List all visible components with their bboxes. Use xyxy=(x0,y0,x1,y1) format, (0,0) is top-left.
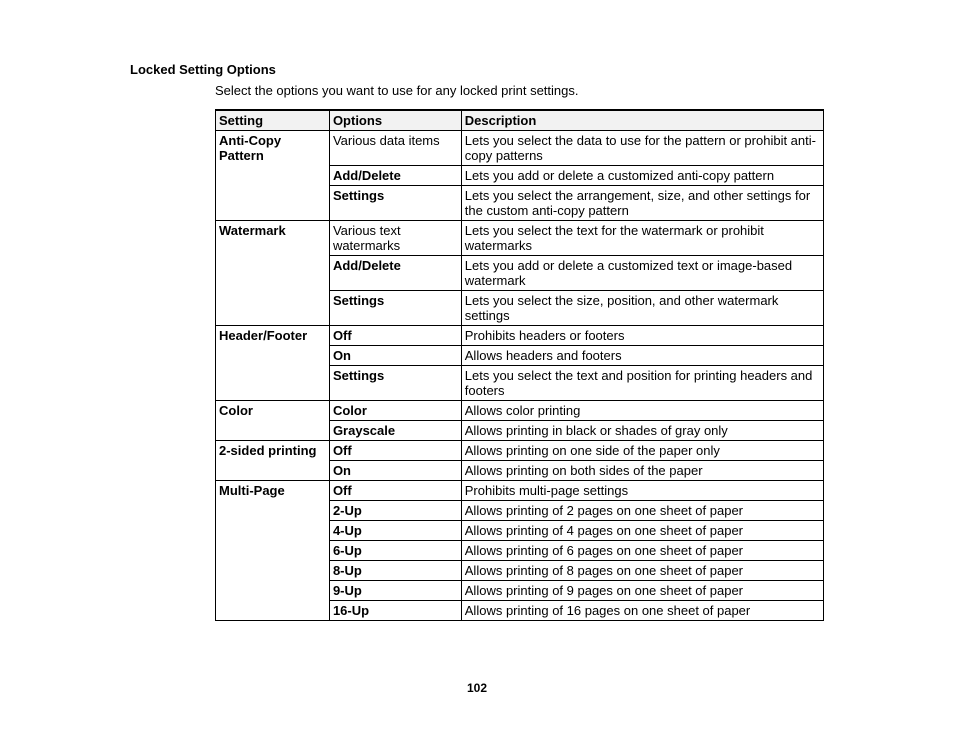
option-cell: 16-Up xyxy=(329,601,461,621)
description-cell: Allows headers and footers xyxy=(461,346,823,366)
description-cell: Lets you select the text for the watermark or prohibit watermarks xyxy=(461,221,823,256)
setting-cell: Anti-Copy Pattern xyxy=(216,131,330,221)
table-row xyxy=(216,131,824,166)
table-row xyxy=(216,441,824,461)
option-cell: Settings xyxy=(329,186,461,221)
table-row xyxy=(216,221,824,256)
description-cell: Lets you add or delete a customized anti-copy pattern xyxy=(461,166,823,186)
header-setting: Setting xyxy=(216,110,330,131)
option-cell: Various data items xyxy=(329,131,461,166)
description-cell: Allows printing in black or shades of gray only xyxy=(461,421,823,441)
setting-cell: 2-sided printing xyxy=(216,441,330,481)
table-row xyxy=(216,401,824,421)
table-row xyxy=(216,481,824,501)
table-row xyxy=(216,326,824,346)
page-number: 102 xyxy=(466,681,488,695)
description-cell: Prohibits headers or footers xyxy=(461,326,823,346)
description-cell: Allows printing of 16 pages on one sheet of paper xyxy=(461,601,823,621)
setting-cell: Color xyxy=(216,401,330,441)
header-description: Description xyxy=(461,110,823,131)
description-cell: Allows printing of 9 pages on one sheet of paper xyxy=(461,581,823,601)
intro-text: Select the options you want to use for any locked print settings. xyxy=(215,83,579,98)
description-cell: Allows printing of 4 pages on one sheet of paper xyxy=(461,521,823,541)
option-cell: 4-Up xyxy=(329,521,461,541)
option-cell: Off xyxy=(329,441,461,461)
description-cell: Lets you select the arrangement, size, and other settings for the custom anti-copy pattern xyxy=(461,186,823,221)
description-cell: Allows printing on both sides of the paper xyxy=(461,461,823,481)
description-cell: Lets you select the data to use for the pattern or prohibit anti-copy patterns xyxy=(461,131,823,166)
setting-cell: Header/Footer xyxy=(216,326,330,401)
description-cell: Allows printing of 2 pages on one sheet of paper xyxy=(461,501,823,521)
section-heading: Locked Setting Options xyxy=(130,62,276,77)
description-cell: Allows printing of 8 pages on one sheet of paper xyxy=(461,561,823,581)
option-cell: Grayscale xyxy=(329,421,461,441)
locked-settings-table xyxy=(215,109,824,621)
setting-cell: Multi-Page xyxy=(216,481,330,621)
description-cell: Allows printing of 6 pages on one sheet of paper xyxy=(461,541,823,561)
option-cell: On xyxy=(329,461,461,481)
table-header-row xyxy=(216,110,824,131)
description-cell: Allows color printing xyxy=(461,401,823,421)
table-body xyxy=(216,131,824,621)
option-cell: Add/Delete xyxy=(329,256,461,291)
option-cell: On xyxy=(329,346,461,366)
description-cell: Lets you add or delete a customized text or image-based watermark xyxy=(461,256,823,291)
option-cell: 6-Up xyxy=(329,541,461,561)
option-cell: 9-Up xyxy=(329,581,461,601)
option-cell: Settings xyxy=(329,291,461,326)
option-cell: Color xyxy=(329,401,461,421)
description-cell: Prohibits multi-page settings xyxy=(461,481,823,501)
setting-cell: Watermark xyxy=(216,221,330,326)
option-cell: 2-Up xyxy=(329,501,461,521)
description-cell: Allows printing on one side of the paper only xyxy=(461,441,823,461)
option-cell: Off xyxy=(329,481,461,501)
option-cell: Add/Delete xyxy=(329,166,461,186)
option-cell: Off xyxy=(329,326,461,346)
option-cell: 8-Up xyxy=(329,561,461,581)
description-cell: Lets you select the text and position for printing headers and footers xyxy=(461,366,823,401)
description-cell: Lets you select the size, position, and other watermark settings xyxy=(461,291,823,326)
option-cell: Settings xyxy=(329,366,461,401)
header-options: Options xyxy=(329,110,461,131)
option-cell: Various text watermarks xyxy=(329,221,461,256)
